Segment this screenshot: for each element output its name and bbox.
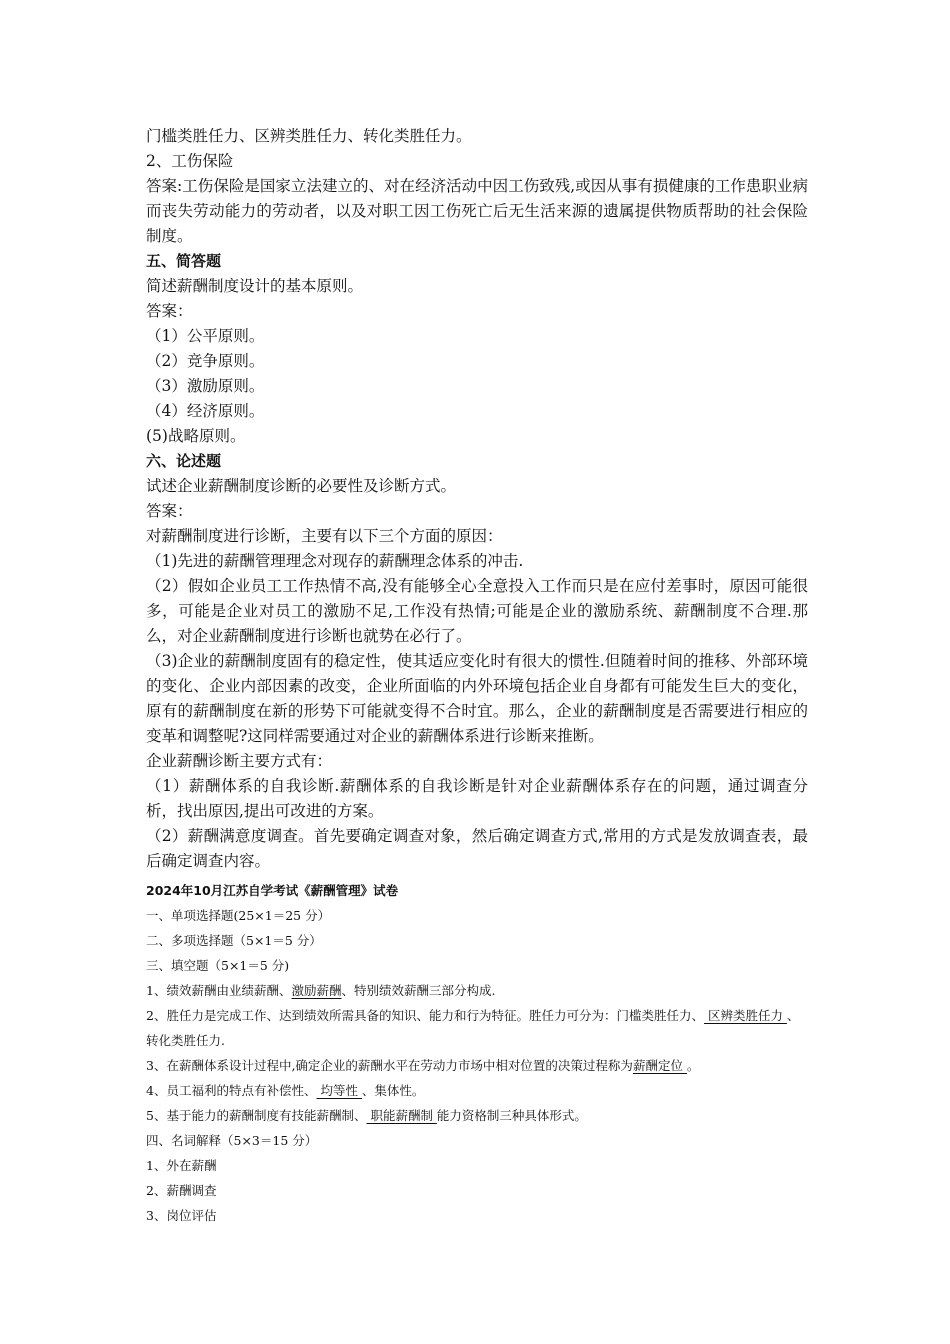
question-text: 能力资格制三种具体形式。 bbox=[436, 1108, 587, 1123]
section-heading: 三、填空题（5×1＝5 分) bbox=[146, 958, 290, 973]
section-heading: 四、名词解释（5×3＝15 分） bbox=[146, 1133, 318, 1148]
question-text: 、特别绩效薪酬三部分构成. bbox=[341, 983, 496, 998]
exam-title: 2024年10月江苏自学考试《薪酬管理》试卷 bbox=[146, 883, 399, 898]
term-title: 3、岗位评估 bbox=[146, 1208, 217, 1223]
term-title: 2、薪酬调查 bbox=[146, 1183, 217, 1198]
question-text: 2、胜任力是完成工作、达到绩效所需具备的知识、能力和行为特征。胜任力可分为：门槛类胜任力、 bbox=[146, 1008, 704, 1023]
answer-label: 答案： bbox=[146, 502, 193, 520]
question-text: 简述薪酬制度设计的基本原则。 bbox=[146, 277, 364, 295]
section-heading: 一、单项选择题(25×1＝25 分） bbox=[146, 908, 331, 923]
list-item: （1）公平原则。 bbox=[146, 327, 265, 345]
question-text: 。 bbox=[686, 1058, 700, 1073]
section-heading: 二、多项选择题（5×1＝5 分） bbox=[146, 933, 322, 948]
fill-in-question bbox=[146, 978, 808, 1003]
answer-blank: 区辨类胜任力 bbox=[703, 1008, 787, 1023]
document-body bbox=[146, 124, 808, 1228]
list-item: （2）薪酬满意度调查。首先要确定调查对象，然后确定调查方式,常用的方式是发放调查表，最后确定调查内容。 bbox=[146, 827, 808, 870]
question-text: 4、员工福利的特点有补偿性、 bbox=[146, 1083, 317, 1098]
list-item: （1）薪酬体系的自我诊断.薪酬体系的自我诊断是针对企业薪酬体系存在的问题，通过调查分析，找出原因,提出可改进的方案。 bbox=[146, 777, 808, 820]
fill-in-question bbox=[146, 1078, 808, 1103]
answer-blank: 薪酬定位 bbox=[632, 1058, 687, 1073]
question-text: 3、在薪酬体系设计过程中,确定企业的薪酬水平在劳动力市场中相对位置的决策过程称为 bbox=[146, 1058, 633, 1073]
term-answer: 答案:工伤保险是国家立法建立的、对在经济活动中因工伤致残,或因从事有损健康的工作患职业病而丧失劳动能力的劳动者，以及对职工因工伤死亡后无生活来源的遗属提供物质帮助的社会保险制度。 bbox=[146, 177, 808, 245]
list-item: （1)先进的薪酬管理理念对现存的薪酬理念体系的冲击. bbox=[146, 552, 524, 570]
list-item: （3)企业的薪酬制度固有的稳定性，使其适应变化时有很大的惯性.但随着时间的推移、外部环境的变化、企业内部因素的改变，企业所面临的内外环境包括企业自身都有可能发生巨大的变化，原有的薪酬制度在新的形势下可能就变得不合时宜。那么，企业的薪酬制度是否需要进行相应的变革和调整呢?这同样需要通过对企业的薪酬体系进行诊断来推断。 bbox=[146, 652, 808, 745]
exam-paper-section bbox=[146, 878, 808, 1228]
fill-in-question bbox=[146, 1103, 808, 1128]
answer-section bbox=[146, 124, 808, 874]
question-text: 、集体性。 bbox=[361, 1083, 425, 1098]
question-text: 试述企业薪酬制度诊断的必要性及诊断方式。 bbox=[146, 477, 457, 495]
section-heading: 六、论述题 bbox=[146, 452, 222, 470]
term-title: 1、外在薪酬 bbox=[146, 1158, 217, 1173]
list-item: （4）经济原则。 bbox=[146, 402, 265, 420]
question-text: 1、绩效薪酬由业绩薪酬、 bbox=[146, 983, 292, 998]
question-text: 、转化类胜任力. bbox=[146, 1008, 800, 1048]
paragraph: 门槛类胜任力、区辨类胜任力、转化类胜任力。 bbox=[146, 127, 472, 145]
fill-in-question bbox=[146, 1053, 808, 1078]
section-heading: 五、简答题 bbox=[146, 252, 222, 270]
paragraph: 对薪酬制度进行诊断，主要有以下三个方面的原因： bbox=[146, 527, 503, 545]
list-item: （2）竞争原则。 bbox=[146, 352, 265, 370]
list-item: （2）假如企业员工工作热情不高,没有能够全心全意投入工作而只是在应付差事时，原因可能很多，可能是企业对员工的激励不足,工作没有热情;可能是企业的激励系统、薪酬制度不合理.那么，对企业薪酬制度进行诊断也就势在必行了。 bbox=[146, 577, 808, 645]
answer-label: 答案： bbox=[146, 302, 193, 320]
term-title: 2、工伤保险 bbox=[146, 152, 234, 170]
list-item: （3）激励原则。 bbox=[146, 377, 265, 395]
question-text: 5、基于能力的薪酬制度有技能薪酬制、 bbox=[146, 1108, 367, 1123]
answer-blank: 激励薪酬 bbox=[291, 983, 342, 998]
paragraph: 企业薪酬诊断主要方式有： bbox=[146, 752, 333, 770]
answer-blank: 均等性 bbox=[316, 1083, 362, 1098]
answer-blank: 职能薪酬制 bbox=[366, 1108, 437, 1123]
list-item: (5)战略原则。 bbox=[146, 427, 246, 445]
fill-in-question bbox=[146, 1003, 808, 1053]
